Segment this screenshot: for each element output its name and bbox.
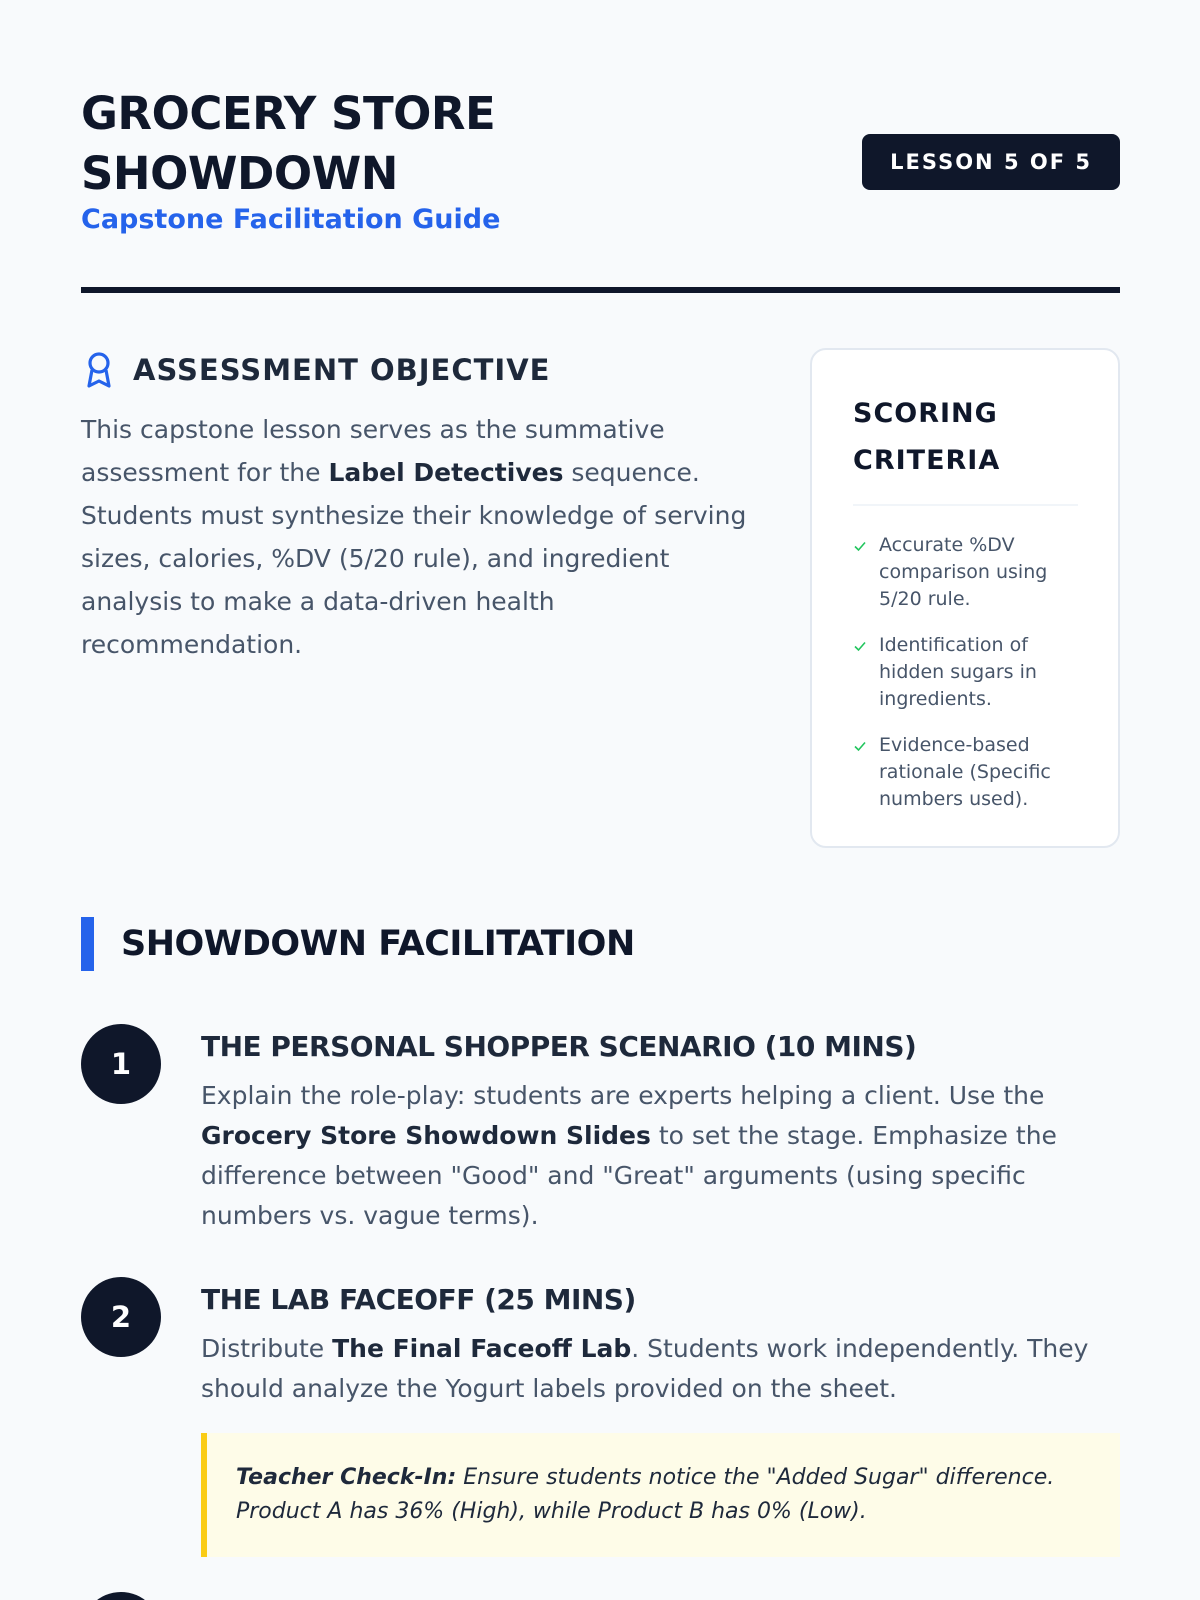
page-title: GROCERY STORE SHOWDOWN (81, 87, 496, 200)
step-text-before: Distribute (201, 1334, 333, 1363)
callout-label: Teacher Check-In: (236, 1465, 457, 1490)
facilitation-heading: SHOWDOWN FACILITATION (121, 924, 635, 964)
facilitation-guide-page (81, 0, 1120, 1600)
step-text-bold: The Final Faceoff Lab (332, 1334, 632, 1363)
step-number-badge: 2 (81, 1277, 161, 1357)
criteria-item-text: Identification of hidden sugars in ingredients. (879, 634, 1037, 710)
criteria-item (853, 632, 1078, 713)
page-subtitle: Capstone Facilitation Guide (81, 204, 501, 235)
step-description (201, 1329, 1120, 1409)
criteria-item (853, 732, 1078, 813)
objective-text-bold: Label Detectives (328, 458, 564, 487)
scoring-criteria-card (810, 348, 1120, 848)
check-icon (853, 539, 867, 553)
objective-paragraph (81, 408, 761, 666)
criteria-item (853, 532, 1078, 613)
step-title: THE PERSONAL SHOPPER SCENARIO (10 MINS) (201, 1030, 917, 1063)
facilitation-heading-row (81, 917, 1120, 971)
step-title: THE LAB FACEOFF (25 MINS) (201, 1283, 636, 1316)
heading-accent-bar (81, 917, 94, 971)
criteria-list (853, 532, 1078, 813)
step-text-after: . Students work independently. They should analyze the Yogurt labels provided on the sheet. (201, 1334, 1089, 1403)
objective-text-after: sequence. Students must synthesize their knowledge of serving sizes, calories, %DV (5/20 rule), and ingredient analysis to make a data-driven health recommendation. (81, 458, 747, 659)
assessment-objective-section (81, 346, 761, 666)
teacher-check-in-callout (201, 1433, 1120, 1557)
step-body (201, 1024, 1120, 1236)
header-divider (81, 287, 1120, 293)
step-number-badge-peek (81, 1592, 161, 1600)
scoring-criteria-title: SCORING CRITERIA (853, 398, 1001, 476)
lesson-badge: LESSON 5 OF 5 (862, 134, 1120, 190)
check-icon (853, 739, 867, 753)
step-text-before: Explain the role-play: students are experts helping a client. Use the (201, 1081, 1045, 1110)
step-number-badge: 1 (81, 1024, 161, 1104)
criteria-item-text: Evidence-based rationale (Specific numbers used). (879, 734, 1051, 810)
criteria-item-text: Accurate %DV comparison using 5/20 rule. (879, 534, 1048, 610)
step-body (201, 1277, 1120, 1557)
callout-text: Ensure students notice the "Added Sugar" difference. Product A has 36% (High), while Product B has 0% (Low). (236, 1465, 1055, 1524)
step-text-bold: Grocery Store Showdown Slides (201, 1121, 651, 1150)
objective-text-before: This capstone lesson serves as the summative assessment for the (81, 415, 665, 487)
page-header (81, 84, 1120, 294)
step-description (201, 1076, 1120, 1236)
scoring-divider (853, 504, 1078, 506)
step-text-after: to set the stage. Emphasize the difference between "Good" and "Great" arguments (using specific numbers vs. vague terms). (201, 1121, 1057, 1230)
objective-heading-row (81, 346, 761, 394)
check-icon (853, 639, 867, 653)
showdown-facilitation-section (81, 917, 1120, 971)
objective-heading: ASSESSMENT OBJECTIVE (133, 353, 551, 387)
award-icon (81, 350, 117, 390)
